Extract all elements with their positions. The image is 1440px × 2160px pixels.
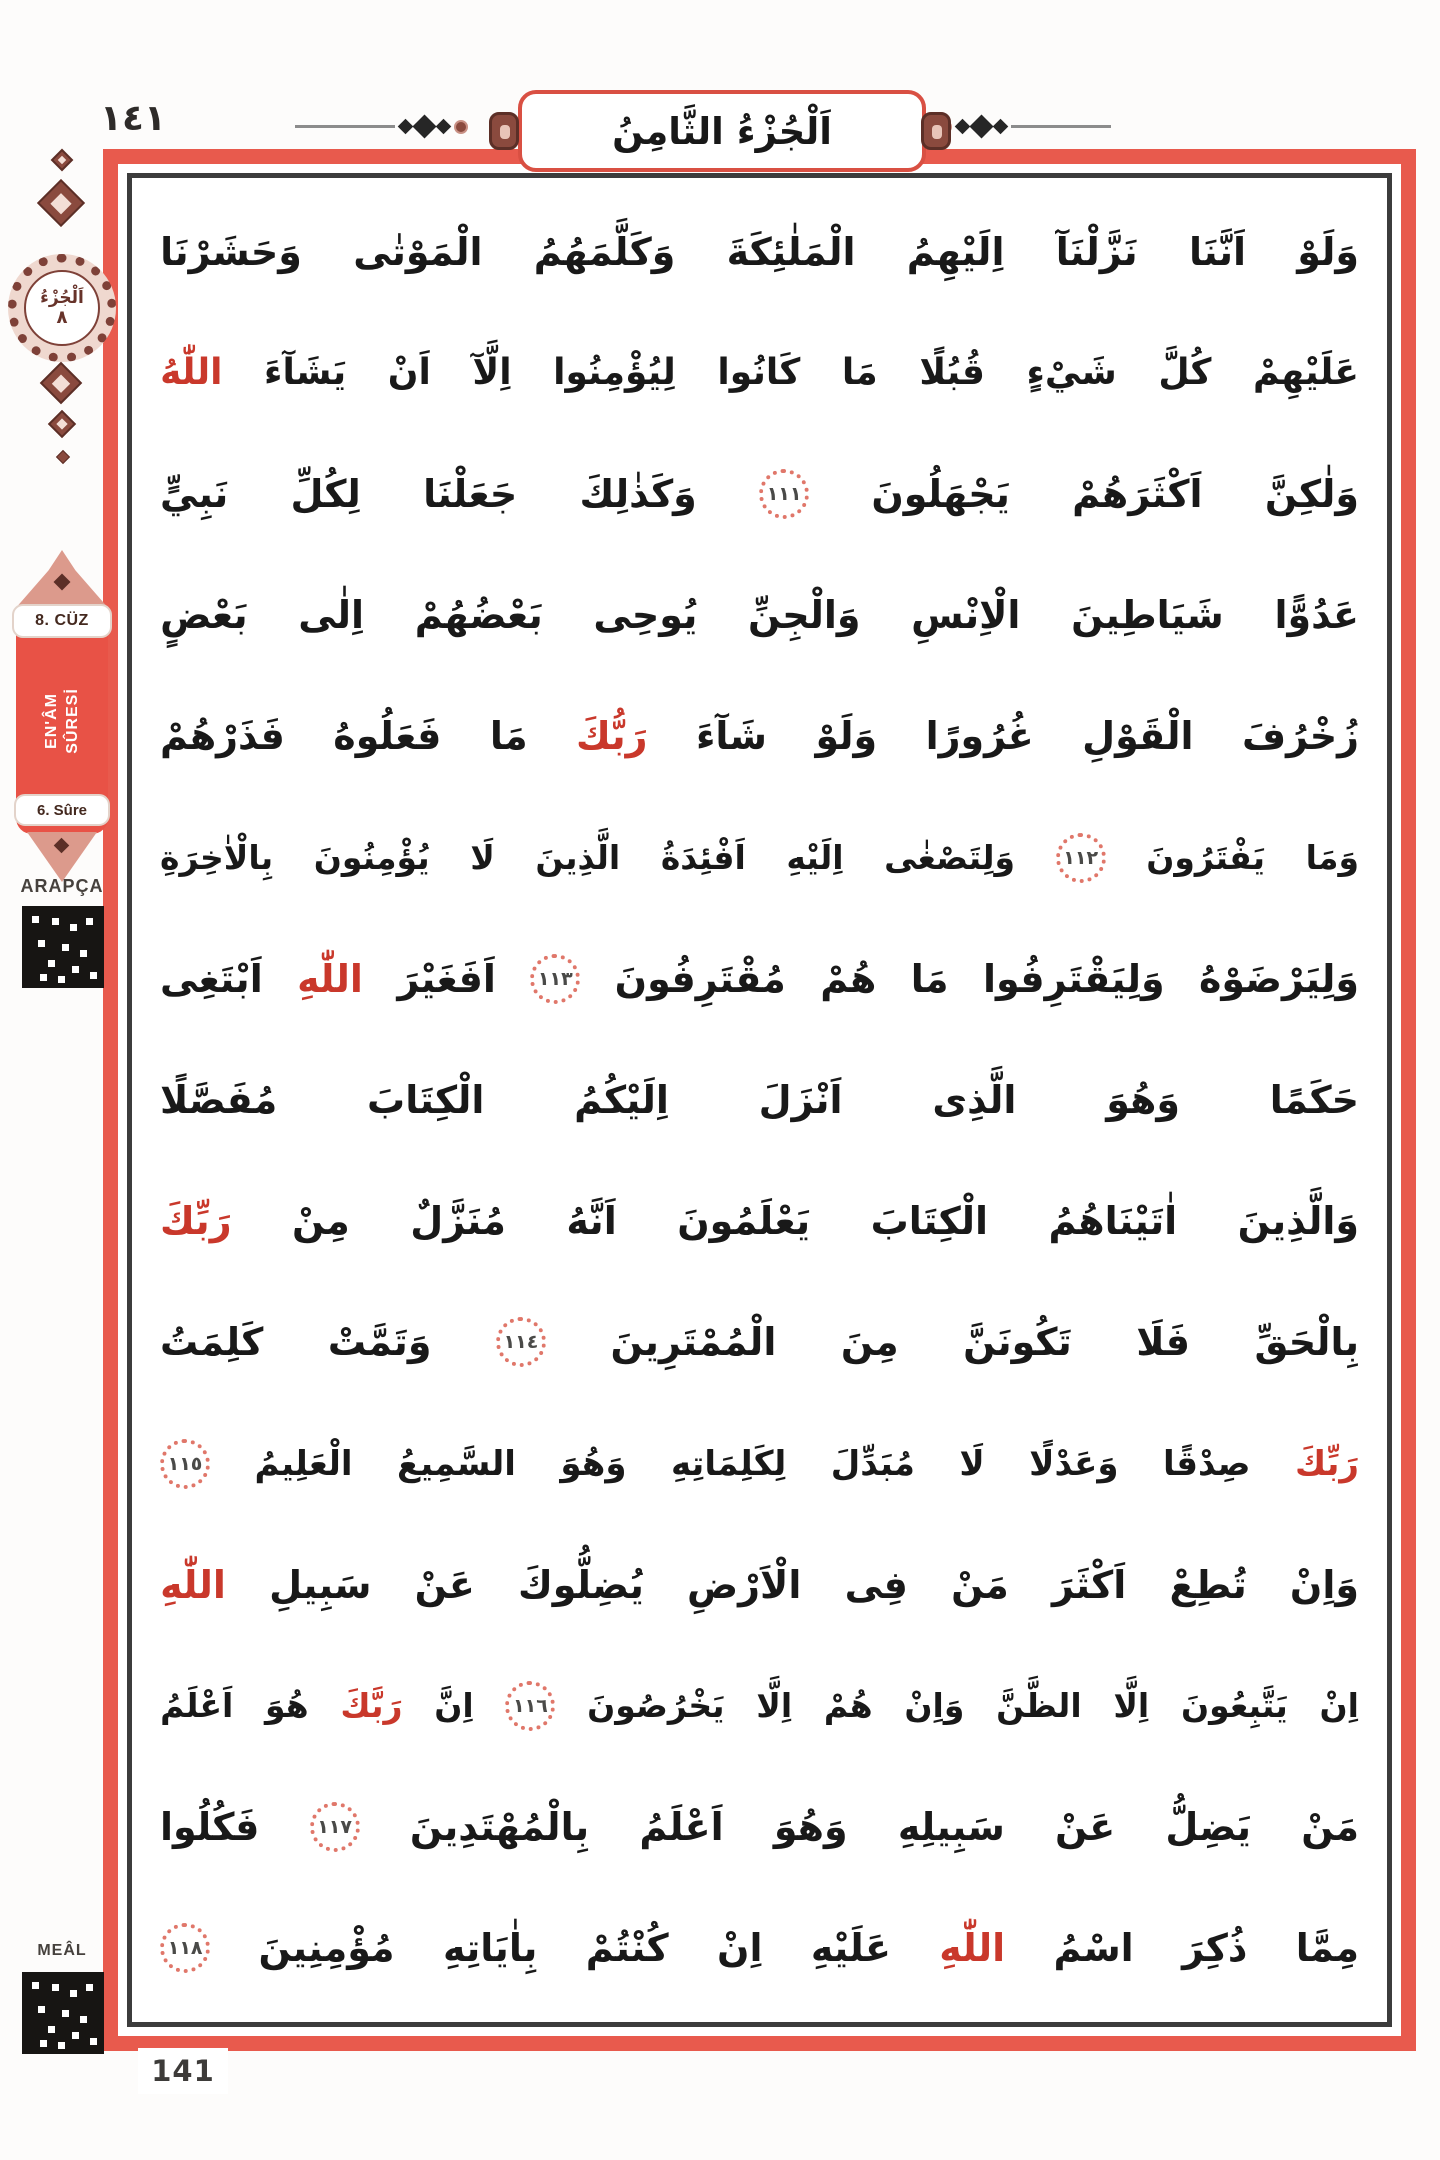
quran-word: نَبِيٍّ: [160, 471, 229, 516]
quran-word: الَّذِينَ: [535, 838, 621, 878]
quran-word: اٰتَيْنَاهُمُ: [1048, 1199, 1178, 1244]
quran-word: مَا: [489, 714, 528, 759]
divine-name-word: رَبُّكَ: [576, 714, 648, 759]
qr-code-meal: [22, 1972, 104, 2054]
quran-word: اَبْتَغِى: [160, 956, 263, 1001]
quran-word: عَنْ: [1055, 1805, 1116, 1850]
quran-line: [156, 192, 1363, 311]
quran-word: مِمَّا: [1295, 1926, 1359, 1971]
quran-line: [156, 313, 1363, 432]
quran-word: مَا: [910, 956, 949, 1001]
quran-word: فَكُلُوا: [160, 1805, 260, 1850]
quran-word: قُبُلًا: [919, 352, 985, 394]
quran-word: بَعْضُهُمْ: [414, 593, 543, 638]
quran-word: مِنَ: [840, 1320, 899, 1365]
quran-line: [156, 1283, 1363, 1402]
header-rule-icon: [1011, 125, 1111, 128]
cartouche-finial-icon: [489, 112, 519, 150]
quran-word: يَتَّبِعُونَ: [1180, 1686, 1288, 1726]
diamond-icon: [412, 114, 436, 138]
quran-word: اَعْلَمُ: [639, 1805, 724, 1850]
quran-word: وَلَوْ: [815, 714, 878, 759]
finial-diamond-icon: [37, 179, 85, 227]
quran-word: حَكَمًا: [1269, 1077, 1359, 1122]
quran-word: تُطِعْ: [1169, 1562, 1247, 1607]
quran-line: [156, 1768, 1363, 1887]
quran-word: الْقَوْلِ: [1082, 714, 1194, 759]
sure-label: 6. Sûre: [14, 794, 110, 826]
quran-word: الْكِتَابَ: [367, 1077, 485, 1122]
quran-word: مَنْ: [951, 1562, 1009, 1607]
divine-name-word: اللّٰهُ: [160, 352, 223, 394]
quran-word: كُلَّ: [1158, 352, 1212, 394]
header-ornament-left: [295, 118, 468, 135]
divine-name-word: رَبَّكَ: [340, 1686, 403, 1726]
diamond-icon: [969, 114, 993, 138]
finial-diamond-icon: [40, 362, 82, 404]
quran-line: [156, 1525, 1363, 1644]
quran-word: فَعَلُوهُ: [333, 714, 442, 759]
quran-word: صِدْقًا: [1162, 1443, 1251, 1484]
verse-number-badge: ١١٣: [530, 954, 580, 1004]
quran-word: الَّذِى: [932, 1077, 1017, 1122]
quran-word: وَهُوَ: [773, 1805, 848, 1850]
quran-word: الْعَلِيمُ: [254, 1443, 353, 1484]
quran-word: اَنَّهُ: [566, 1199, 617, 1244]
verse-number-badge: ١١١: [759, 469, 809, 519]
quran-line: [156, 677, 1363, 796]
juz-medallion-word: اَلْجُزْءُ: [40, 288, 84, 308]
quran-word: عَدُوًّا: [1274, 593, 1359, 638]
quran-word: اِلَّا: [756, 1686, 793, 1726]
surah-name-text: EN'ÂM SÛRESİ: [42, 688, 81, 754]
finial-diamond-icon: [56, 450, 70, 464]
verse-number-badge: ١١٤: [496, 1317, 546, 1367]
quran-word: الْاَرْضِ: [687, 1562, 802, 1607]
quran-line: [156, 1646, 1363, 1765]
quran-word: الْمَلٰئِكَةَ: [726, 229, 856, 274]
quran-word: مَنْ: [1301, 1805, 1359, 1850]
quran-word: شَآءَ: [695, 714, 768, 759]
quran-word: وَهُوَ: [560, 1443, 627, 1484]
quran-text-frame: [103, 149, 1416, 2088]
quran-line: [156, 1040, 1363, 1159]
finial-diamond-icon: [48, 410, 76, 438]
quran-word: مُبَدِّلَ: [830, 1443, 915, 1484]
quran-word: هُمْ: [820, 956, 877, 1001]
quran-word: وَلِيَرْضَوْهُ: [1198, 956, 1359, 1001]
quran-word: هُوَ: [265, 1686, 309, 1726]
crown-ornament-icon: [14, 550, 110, 610]
verse-number-badge: ١١٦: [505, 1681, 555, 1731]
quran-word: غُرُورًا: [925, 714, 1034, 759]
cuz-label: 8. CÜZ: [12, 604, 112, 638]
quran-word: فَلَا: [1136, 1320, 1191, 1365]
quran-word: السَّمِيعُ: [397, 1443, 516, 1484]
juz-header-cartouche: [518, 90, 926, 172]
quran-word: اَكْثَرَهُمْ: [1072, 471, 1203, 516]
quran-word: اَفْئِدَةُ: [660, 838, 746, 878]
verse-number-badge: ١١٧: [310, 1802, 360, 1852]
quran-line: [156, 434, 1363, 553]
divine-name-word: اللّٰهِ: [939, 1926, 1006, 1971]
quran-word: لِكُلِّ: [290, 471, 361, 516]
divine-name-word: اللّٰهِ: [297, 956, 363, 1001]
quran-word: مِنْ: [292, 1199, 350, 1244]
quran-word: بَعْضٍ: [160, 593, 248, 638]
quran-word: يَضِلُّ: [1165, 1805, 1252, 1850]
quran-word: شَيَاطِينَ: [1071, 593, 1224, 638]
quran-word: الْكِتَابَ: [870, 1199, 988, 1244]
arapca-label: ARAPÇA: [20, 876, 104, 896]
quran-word: عَنْ: [414, 1562, 475, 1607]
verse-number-badge: ١١٢: [1056, 833, 1106, 883]
qr-code-arapca: [22, 906, 104, 988]
quran-word: بِالْحَقِّ: [1254, 1320, 1359, 1365]
juz-medallion: [8, 254, 116, 362]
quran-word: وَتَمَّتْ: [327, 1320, 432, 1365]
quran-word: اِلَيْهِمُ: [906, 229, 1005, 274]
quran-word: وَلَوْ: [1297, 229, 1359, 274]
verse-number-badge: ١١٨: [160, 1923, 210, 1973]
quran-word: تَكُونَنَّ: [963, 1320, 1072, 1365]
quran-line: [156, 919, 1363, 1038]
quran-word: كَلِمَتُ: [160, 1320, 264, 1365]
diamond-icon: [436, 119, 452, 135]
quran-word: اسْمُ: [1053, 1926, 1134, 1971]
quran-word: يَجْهَلُونَ: [871, 471, 1010, 516]
quran-word: يَفْتَرُونَ: [1146, 838, 1266, 878]
finial-diamond-icon: [51, 149, 74, 172]
quran-word: يَعْلَمُونَ: [677, 1199, 811, 1244]
meal-label: MEÂL: [37, 1942, 87, 1959]
triangle-ornament-icon: [27, 832, 97, 882]
quran-word: لِيُؤْمِنُوا: [553, 352, 676, 394]
divine-name-word: رَبِّكَ: [160, 1199, 232, 1244]
quran-word: اَكْثَرَ: [1052, 1562, 1127, 1607]
juz-header-title: اَلْجُزْءُ الثَّامِنُ: [612, 109, 832, 153]
header-rule-icon: [295, 125, 395, 128]
quran-word: اِلَّآ: [472, 352, 512, 394]
quran-word: شَيْءٍ: [1026, 352, 1117, 394]
quran-word: اَنْزَلَ: [758, 1077, 843, 1122]
diamond-icon: [955, 119, 971, 135]
quran-word: وَاِنْ: [1289, 1562, 1359, 1607]
divine-name-word: رَبِّكَ: [1295, 1443, 1359, 1484]
quran-word: مُقْتَرِفُونَ: [614, 956, 786, 1001]
quran-line: [156, 1889, 1363, 2008]
verse-number-badge: ١١٥: [160, 1439, 210, 1489]
quran-word: عَلَيْهِمْ: [1253, 352, 1359, 394]
quran-word: وَلِتَصْغٰى: [884, 838, 1016, 878]
quran-line: [156, 556, 1363, 675]
diamond-icon: [398, 119, 414, 135]
quran-word: جَعَلْنَا: [423, 471, 518, 516]
juz-medallion-number: ٨: [56, 307, 68, 328]
quran-word: لَا: [470, 838, 495, 878]
quran-word: سَبِيلِ: [269, 1562, 372, 1607]
quran-word: يَشَآءَ: [264, 352, 347, 394]
quran-word: وَحَشَرْنَا: [160, 229, 302, 274]
page-number-notch: [138, 2048, 228, 2094]
quran-word: مُفَصَّلًا: [160, 1077, 278, 1122]
quran-word: يُوحِى: [593, 593, 698, 638]
surah-name-vertical: [16, 648, 108, 794]
divine-name-word: اللّٰهِ: [160, 1562, 226, 1607]
quran-word: اِنَّ: [434, 1686, 474, 1726]
quran-word: بِالْمُهْتَدِينَ: [409, 1805, 590, 1850]
quran-lines: [156, 192, 1363, 2008]
quran-word: اَنَّنَا: [1188, 229, 1247, 274]
quran-word: يُؤْمِنُونَ: [313, 838, 430, 878]
quran-word: الْمَوْتٰى: [353, 229, 483, 274]
quran-word: وَكَذٰلِكَ: [579, 471, 697, 516]
quran-word: الْاِنْسِ: [911, 593, 1021, 638]
rosette-icon: [454, 120, 468, 134]
quran-word: وَالَّذِينَ: [1237, 1199, 1359, 1244]
quran-word: وَكَلَّمَهُمُ: [533, 229, 676, 274]
quran-word: وَلٰكِنَّ: [1264, 471, 1359, 516]
quran-word: وَمَا: [1305, 838, 1359, 878]
quran-word: كَانُوا: [717, 352, 801, 394]
quran-line: [156, 798, 1363, 917]
quran-word: بِالْاٰخِرَةِ: [160, 838, 274, 878]
quran-word: ذُكِرَ: [1182, 1926, 1248, 1971]
quran-word: وَهُوَ: [1106, 1077, 1180, 1122]
quran-word: اَنْ: [387, 352, 431, 394]
quran-word: اِنْ: [1319, 1686, 1359, 1726]
quran-line: [156, 1404, 1363, 1523]
quran-word: فَذَرْهُمْ: [160, 714, 285, 759]
quran-word: كُنْتُمْ: [585, 1926, 669, 1971]
quran-word: اِلَّا: [1113, 1686, 1150, 1726]
quran-word: وَاِنْ: [904, 1686, 965, 1726]
quran-word: لَا: [959, 1443, 985, 1484]
cartouche-finial-icon: [921, 112, 951, 150]
quran-word: يَخْرُصُونَ: [587, 1686, 725, 1726]
quran-word: نَزَّلْنَآ: [1055, 229, 1138, 274]
quran-word: لِكَلِمَاتِهِ: [670, 1443, 787, 1484]
quran-word: اِلَيْكُمُ: [574, 1077, 669, 1122]
diamond-icon: [993, 119, 1009, 135]
quran-word: زُخْرُفَ: [1241, 714, 1359, 759]
quran-word: الظَّنَّ: [996, 1686, 1082, 1726]
quran-word: مُنَزَّلٌ: [410, 1199, 506, 1244]
quran-word: مُؤْمِنِينَ: [258, 1926, 395, 1971]
quran-word: يُضِلُّوكَ: [517, 1562, 644, 1607]
quran-word: اِنْ: [717, 1926, 763, 1971]
page-number-arabic: ١٤١: [100, 98, 166, 139]
quran-word: وَلِيَقْتَرِفُوا: [982, 956, 1165, 1001]
quran-word: بِاٰيَاتِهِ: [442, 1926, 538, 1971]
quran-line: [156, 1162, 1363, 1281]
quran-word: الْمُمْتَرِينَ: [610, 1320, 777, 1365]
quran-word: هُمْ: [823, 1686, 873, 1726]
page-number-latin: 141: [151, 2054, 215, 2088]
inner-frame: [127, 173, 1392, 2027]
quran-word: اَفَغَيْرَ: [397, 956, 496, 1001]
quran-word: اِلَيْهِ: [786, 838, 844, 878]
quran-word: فِى: [844, 1562, 908, 1607]
quran-word: وَعَدْلًا: [1029, 1443, 1119, 1484]
quran-word: مَا: [841, 352, 878, 394]
quran-word: اِلٰى: [298, 593, 365, 638]
quran-word: سَبِيلِهِ: [897, 1805, 1005, 1850]
quran-word: وَالْجِنِّ: [748, 593, 861, 638]
quran-word: عَلَيْهِ: [810, 1926, 891, 1971]
header-ornament-right: [938, 118, 1111, 135]
quran-word: اَعْلَمُ: [160, 1686, 234, 1726]
